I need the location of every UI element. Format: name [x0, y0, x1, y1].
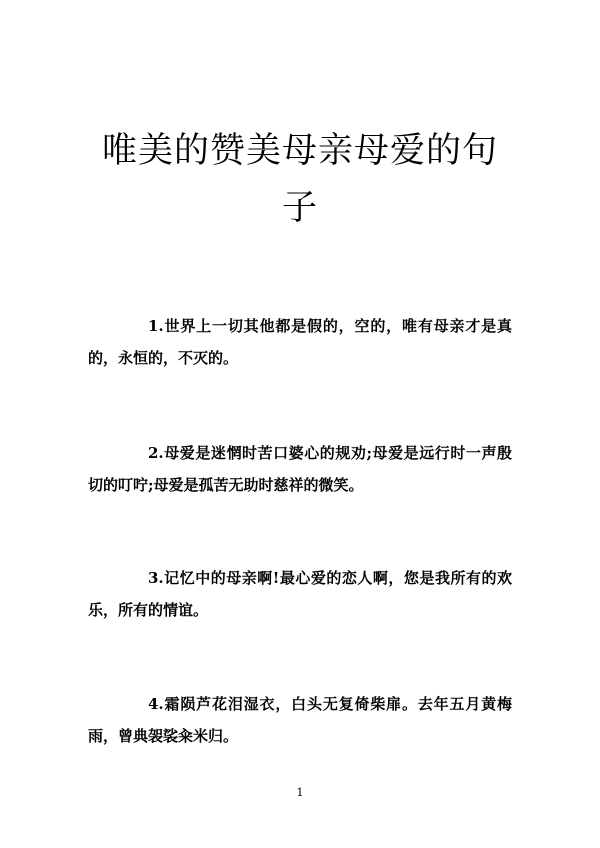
page-number: 1	[296, 786, 304, 799]
page-title: 唯美的赞美母亲母爱的句子	[101, 131, 498, 229]
paragraph-3: 3.记忆中的母亲啊!最心爱的恋人啊，您是我所有的欢乐，所有的情谊。	[88, 569, 512, 619]
paragraph-4: 4.霜陨芦花泪湿衣，白头无复倚柴扉。去年五月黄梅雨，曾典袈裟籴米归。	[88, 695, 512, 745]
paragraph-1: 1.世界上一切其他都是假的，空的，唯有母亲才是真的，永恒的，不灭的。	[88, 317, 512, 367]
paragraph-2: 2.母爱是迷惘时苦口婆心的规劝;母爱是远行时一声殷切的叮咛;母爱是孤苦无助时慈祥的微笑。	[88, 444, 512, 494]
